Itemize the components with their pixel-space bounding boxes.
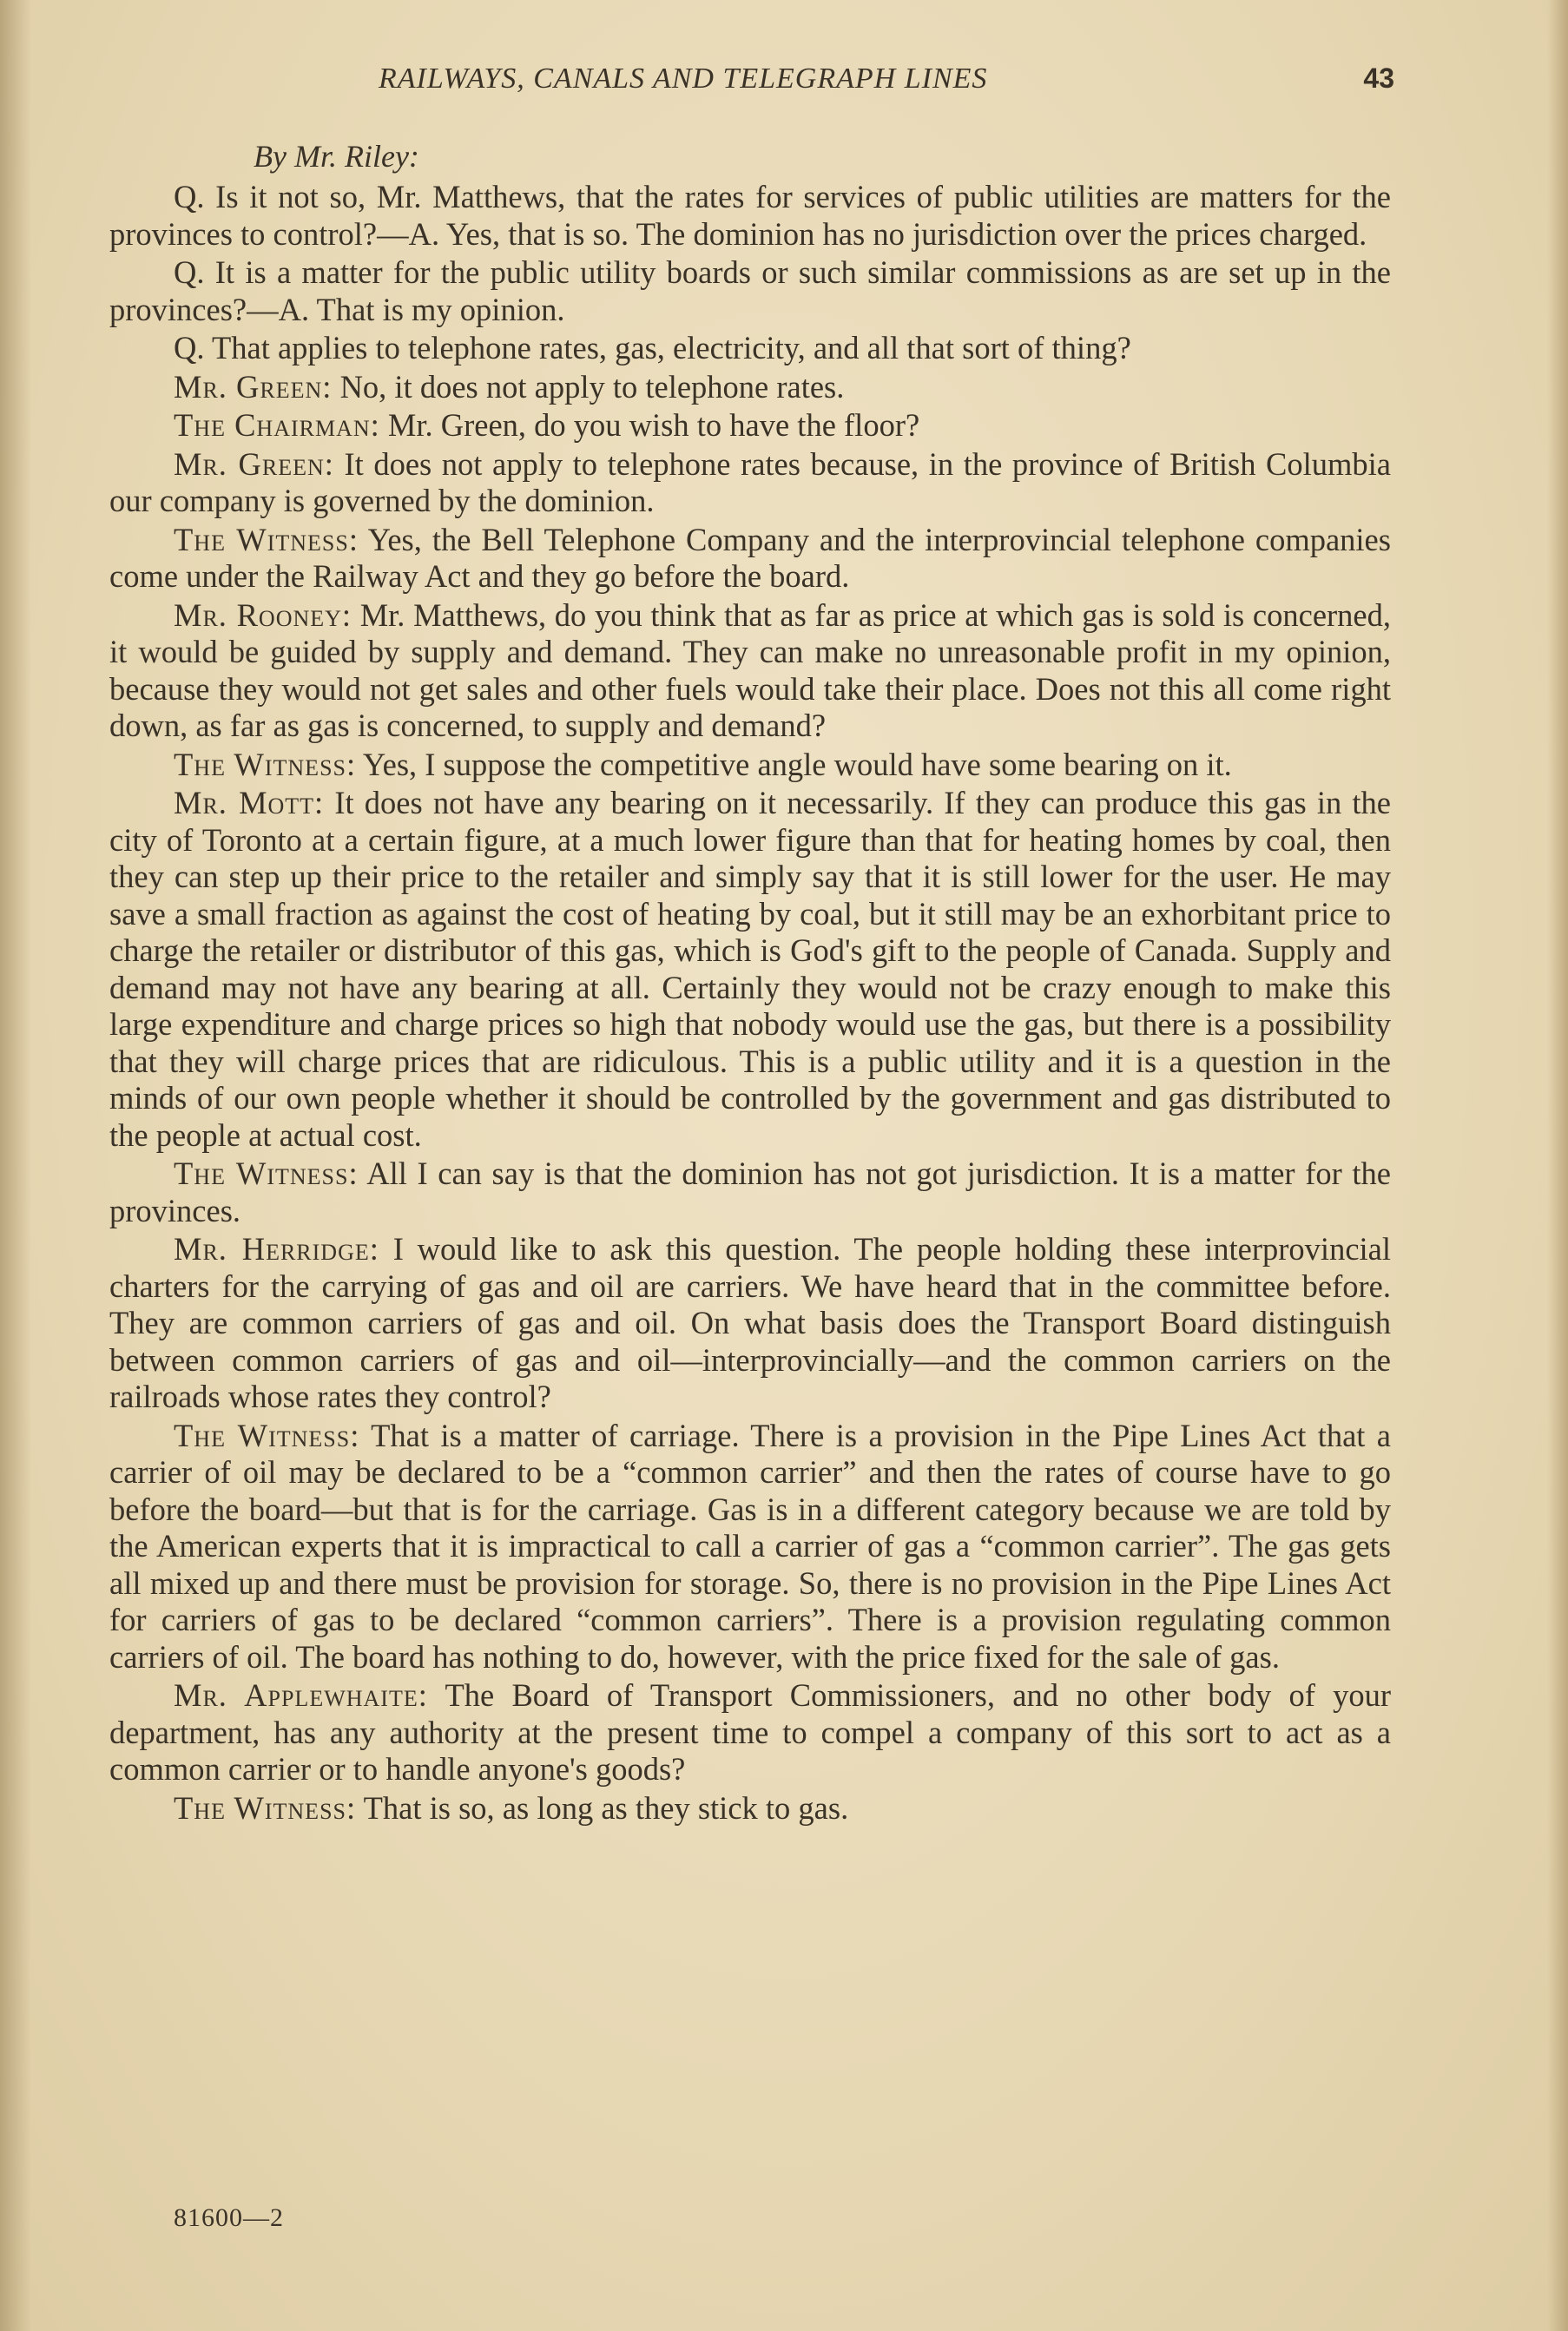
byline: By Mr. Riley: [254,139,419,174]
paragraph-3 [109,330,1391,367]
speaker-name: The Witness: [174,746,357,782]
paragraph-text: That is a matter of carriage. There is a provision in the Pipe Lines Act that a carrier of oil may be declared to be a “common carrier” and then the rates of course have to go before the board—but that is for the carriage. Gas is in a different category because we are told by the American experts that it is impractical to call a carrier of gas a “common carrier”. The gas gets all mixed up and there must be provision for storage. So, there is no provision in the Pipe Lines Act for carriers of gas to be declared “common carriers”. There is a provision regulating common carriers of oil. The board has nothing to do, however, with the price fixed for the sale of gas. [109,1417,1391,1675]
speaker-name: Mr. Green: [174,368,333,405]
speaker-name: Mr. Green: [174,445,334,482]
paragraph-text: No, it does not apply to telephone rates. [339,368,845,405]
paragraph-12 [109,1231,1391,1416]
paragraph-text: Mr. Green, do you wish to have the floor? [387,407,920,443]
paragraph-text: It does not have any bearing on it necessarily. If they can produce this gas in the city of Toronto at a certain figure, at a much lower figure than that for heating homes by coal, then they can step up their price to the retailer and simply say that it is still lower for the user. He may save a small fraction as against the cost of heating by coal, but it still may be an exhorbitant price to charge the retailer or distributor of this gas, which is God's gift to the people of Canada. Supply and demand may not have any bearing at all. Certainly they would not be crazy enough to make this large expenditure and charge prices so high that nobody would use the gas, but there is a possibility that they will charge prices that are ridiculous. This is a public utility and it is a question in the minds of our own people whether it should be controlled by the government and gas distributed to the people at actual cost. [109,785,1391,1153]
speaker-name: Mr. Rooney: [174,596,352,633]
paragraph-text: I would like to ask this question. The people holding these interprovincial charters for the carrying of gas and oil are carriers. We have heard that in the committee before. They are common carriers of gas and oil. On what basis does the Transport Board distinguish between common carriers of gas and oil—interprovincially—and the common carriers on the railroads whose rates they control? [109,1231,1391,1414]
paragraph-14 [109,1677,1391,1788]
speaker-name: The Witness: [174,521,359,557]
speaker-name: The Chairman: [174,407,380,443]
running-title: RAILWAYS, CANALS AND TELEGRAPH LINES [379,63,988,95]
paragraph-text: Q. Is it not so, Mr. Matthews, that the rates for services of public utilities are matters for the provinces to control?—A. Yes, that is so. The dominion has no jurisdiction over the prices charged. [109,179,1391,252]
paragraph-text: That is so, as long as they stick to gas. [363,1789,849,1826]
paragraph-text: All I can say is that the dominion has not got jurisdiction. It is a matter for the provinces. [109,1156,1391,1228]
page-header [379,63,1394,104]
speaker-name: Mr. Herridge: [174,1231,379,1267]
page-edge-shadow [1547,0,1568,2331]
paragraph-6 [109,446,1391,520]
paragraph-text: The Board of Transport Commissioners, and no other body of your department, has any authority at the present time to compel a company of this sort to act as a common carrier or to handle anyone's goods? [109,1677,1391,1787]
paragraph-10 [109,785,1391,1154]
print-code: 81600—2 [174,2203,284,2232]
paragraph-text: Yes, the Bell Telephone Company and the interprovincial telephone companies come under the Railway Act and they go before the board. [109,521,1391,594]
paragraph-9 [109,747,1391,784]
binding-shadow [0,0,31,2331]
paragraph-text: Q. That applies to telephone rates, gas, electricity, and all that sort of thing? [174,330,1131,365]
paragraph-15 [109,1790,1391,1827]
page-number: 43 [1363,63,1394,94]
paragraph-7 [109,522,1391,596]
paragraph-2 [109,254,1391,328]
transcript-body [109,137,1391,1828]
paragraph-13 [109,1418,1391,1676]
paragraph-8 [109,597,1391,745]
paragraph-text: Q. It is a matter for the public utility boards or such similar commissions as are set up in the provinces?—A. That is my opinion. [109,254,1391,327]
speaker-name: Mr. Applewhaite: [174,1677,428,1713]
speaker-name: The Witness: [174,1417,360,1453]
paragraph-4 [109,369,1391,406]
paragraph-1 [109,179,1391,253]
speaker-name: The Witness: [174,1789,357,1826]
paragraph-text: Yes, I suppose the competitive angle would have some bearing on it. [362,746,1232,782]
paragraph-text: It does not apply to telephone rates because, in the province of British Columbia our company is governed by the dominion. [109,445,1392,518]
paragraph-5 [109,407,1391,444]
paragraph-text: Mr. Matthews, do you think that as far as price at which gas is sold is concerned, it would be guided by supply and demand. They can make no unreasonable profit in my opinion, because they would not get sales and other fuels would take their place. Does not this all come right down, as far as gas is concerned, to supply and demand? [109,596,1391,743]
speaker-name: The Witness: [174,1156,359,1191]
speaker-name: Mr. Mott: [174,785,325,820]
paragraph-11 [109,1156,1391,1229]
